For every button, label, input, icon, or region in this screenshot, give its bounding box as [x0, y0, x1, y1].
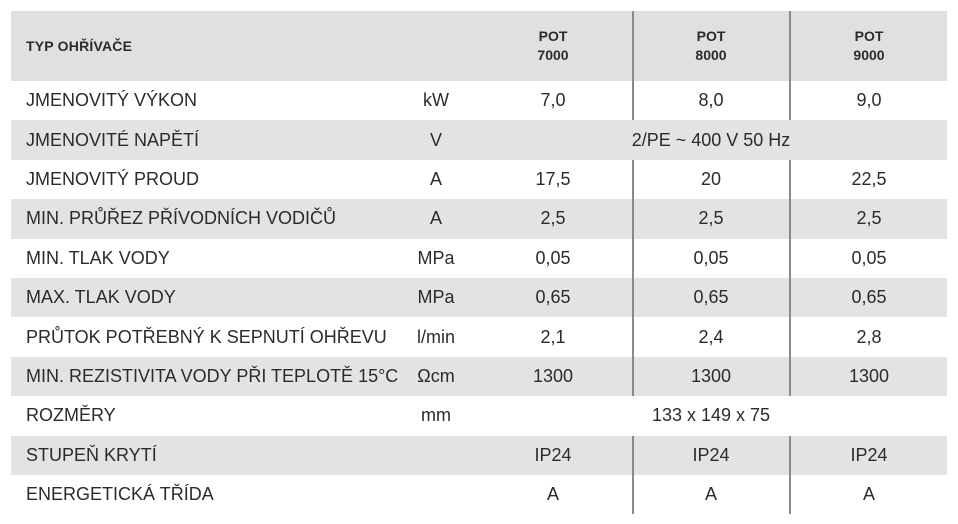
column-divider: [789, 11, 791, 81]
value-all-models: 133 x 149 x 75: [651, 405, 771, 426]
row-unit: A: [429, 168, 442, 189]
value-pot-9000: 2,8: [856, 326, 882, 347]
header-model-line2: 7000: [537, 47, 569, 63]
header-type-label: TYP OHŘÍVAČE: [26, 38, 133, 54]
column-divider: [789, 160, 791, 396]
row-label: STUPEŇ KRYTÍ: [26, 444, 157, 465]
value-pot-7000: 0,05: [535, 247, 571, 268]
value-pot-8000: 1300: [690, 365, 732, 386]
row-unit: A: [429, 208, 442, 229]
value-pot-8000: 0,65: [693, 287, 729, 308]
value-pot-9000: 1300: [848, 365, 890, 386]
row-unit: mm: [421, 405, 451, 426]
column-divider: [632, 436, 634, 514]
table-row: [11, 475, 947, 514]
row-unit: [411, 475, 461, 514]
value-pot-8000: 20: [700, 168, 722, 189]
value-pot-7000: A: [546, 484, 559, 505]
value-all-models: 2/PE ~ 400 V 50 Hz: [631, 129, 791, 150]
row-label: JMENOVITÝ VÝKON: [26, 90, 198, 111]
row-label: MIN. REZISTIVITA VODY PŘI TEPLOTĚ 15°C: [26, 365, 399, 386]
table-row: [11, 239, 947, 278]
row-label: MIN. TLAK VODY: [26, 247, 170, 268]
row-unit: [411, 436, 461, 475]
value-pot-7000: 1300: [532, 365, 574, 386]
row-label: PRŮTOK POTŘEBNÝ K SEPNUTÍ OHŘEVU: [26, 326, 387, 347]
header-model-line2: 8000: [695, 47, 727, 63]
header-model-pot-8000: [633, 11, 789, 81]
value-pot-9000: 2,5: [856, 208, 882, 229]
row-unit: l/min: [416, 326, 455, 347]
column-divider: [632, 11, 634, 81]
table-row: [11, 436, 947, 475]
value-pot-9000: 22,5: [851, 168, 887, 189]
table-row: [11, 317, 947, 356]
row-label: MIN. PRŮŘEZ PŘÍVODNÍCH VODIČŮ: [26, 208, 337, 229]
value-pot-9000: IP24: [850, 444, 888, 465]
header-model-line1: POT: [538, 28, 568, 44]
table-row: [11, 396, 947, 435]
table-row: [11, 199, 947, 238]
column-divider: [789, 81, 791, 120]
row-unit: MPa: [417, 247, 455, 268]
value-pot-9000: A: [862, 484, 875, 505]
value-pot-9000: 0,65: [851, 287, 887, 308]
table-header-row: [11, 11, 947, 81]
row-label: JMENOVITÉ NAPĚTÍ: [26, 129, 200, 150]
header-model-line2: 9000: [853, 47, 885, 63]
row-label: MAX. TLAK VODY: [26, 287, 176, 308]
row-unit: MPa: [417, 287, 455, 308]
row-label: JMENOVITÝ PROUD: [26, 168, 200, 189]
row-unit: kW: [423, 90, 449, 111]
table-row: [11, 278, 947, 317]
value-pot-8000: 2,4: [698, 326, 724, 347]
row-label: ROZMĚRY: [26, 405, 116, 426]
value-pot-7000: 7,0: [540, 90, 566, 111]
value-pot-8000: IP24: [692, 444, 730, 465]
value-pot-8000: 0,05: [693, 247, 729, 268]
header-model-pot-9000: [791, 11, 947, 81]
column-divider: [789, 436, 791, 514]
table-row: [11, 160, 947, 199]
value-pot-8000: 2,5: [698, 208, 724, 229]
value-pot-8000: A: [704, 484, 717, 505]
value-pot-7000: IP24: [534, 444, 572, 465]
table-row: [11, 357, 947, 396]
row-label: ENERGETICKÁ TŘÍDA: [26, 484, 214, 505]
value-pot-9000: 0,05: [851, 247, 887, 268]
value-pot-7000: 2,5: [540, 208, 566, 229]
value-pot-7000: 2,1: [540, 326, 566, 347]
value-pot-9000: 9,0: [856, 90, 882, 111]
row-unit: V: [429, 129, 442, 150]
table-row: [11, 81, 947, 120]
column-divider: [632, 81, 634, 120]
column-divider: [632, 160, 634, 396]
value-pot-7000: 17,5: [535, 168, 571, 189]
value-pot-8000: 8,0: [698, 90, 724, 111]
header-model-line1: POT: [854, 28, 884, 44]
spec-table: [11, 11, 947, 514]
table-row: [11, 120, 947, 159]
row-unit: Ωcm: [417, 365, 455, 386]
value-pot-7000: 0,65: [535, 287, 571, 308]
header-model-line1: POT: [696, 28, 726, 44]
header-model-pot-7000: [475, 11, 631, 81]
